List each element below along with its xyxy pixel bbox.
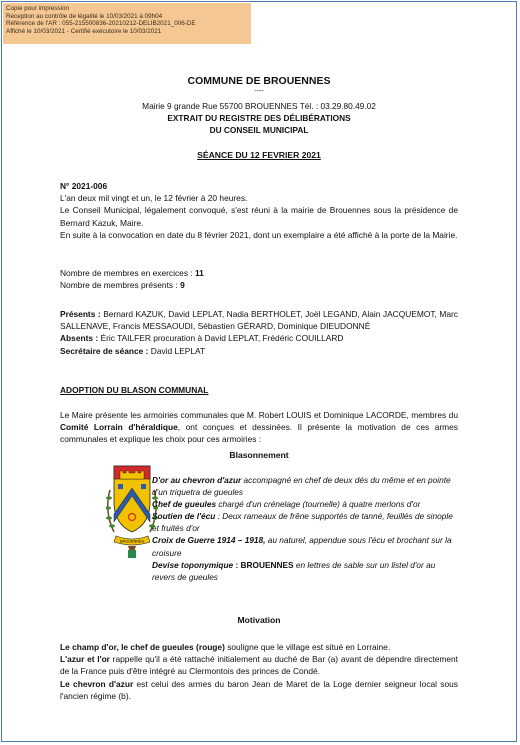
motivation-term: Le champ d'or, le chef de gueules (rouge) xyxy=(60,642,225,652)
blason-line xyxy=(152,534,458,558)
section-paragraph xyxy=(60,409,458,446)
coat-of-arms-image xyxy=(106,462,158,562)
motivation-title: Motivation xyxy=(237,615,281,625)
membres-exercice-value: 11 xyxy=(194,268,204,278)
absents-label: Absents : xyxy=(60,333,99,344)
blason-term: D'or au chevron d'azur xyxy=(152,475,242,485)
membres-presents xyxy=(60,279,458,291)
motivation-term: Le chevron d'azur xyxy=(60,678,134,689)
stamp-line: Affiché le 10/03/2021 - Certifié exécutoire le 10/03/2021 xyxy=(6,27,162,35)
section-title: ADOPTION DU BLASON COMMUNAL xyxy=(60,385,209,395)
stamp-line: Réception au contrôle de légalité le 10/03/2021 à 09h04 xyxy=(6,12,163,20)
motivation-line xyxy=(60,653,458,677)
extrait-title-line2: DU CONSEIL MUNICIPAL xyxy=(209,125,309,135)
blason-term: Soutien de l'écu xyxy=(152,511,216,522)
presents-text: Bernard KAZUK, David LEPLAT, Nadia BERTHOLET, Joël LEGAND, Alain JACQUEMOT, Marc SALLENAVE, Francis MESSAOUDI, Sébastien GÉRARD, Dominique DIEUDONNÉ xyxy=(60,309,458,332)
blason-term: Devise toponymique xyxy=(152,559,234,570)
membres-exercice-label: Nombre de membres en exercices : xyxy=(60,268,195,278)
blason-text: au naturel, appendue sous l'écu et brochant sur la croisure xyxy=(152,535,452,558)
commune-title: COMMUNE DE BROUENNES xyxy=(187,75,331,87)
motivation-text: souligne que le village est situé en Lorraine. xyxy=(224,642,391,652)
presents-line xyxy=(60,308,458,332)
motivation-line xyxy=(60,641,458,653)
section-text: , ont conçues et dessinées. Il présente la motivation de ces armes communales et explique les choix pour ces armoiries : xyxy=(60,422,458,445)
title-separator: ---- xyxy=(254,88,264,95)
legality-stamp xyxy=(3,3,251,44)
blason-term: Croix de Guerre 1914 – 1918, xyxy=(152,535,266,546)
absents-text: Éric TAILFER procuration à David LEPLAT, Frédéric COUILLARD xyxy=(98,333,344,344)
blason-text: chargé d'un crénelage (tournelle) à quatre merlons d'or xyxy=(216,499,421,510)
secretaire-line xyxy=(60,345,458,357)
blason-line xyxy=(152,498,458,510)
blason-text: accompagné en chef de deux dés du même et en pointe d'un triquetra de gueules xyxy=(152,475,451,498)
blason-motto: : BROUENNES xyxy=(233,559,294,570)
absents-line xyxy=(60,332,458,344)
membres-presents-value: 9 xyxy=(180,280,185,291)
membres-block xyxy=(60,267,458,291)
secretaire-label: Secrétaire de séance : xyxy=(60,345,149,356)
motivation-term: L'azur et l'or xyxy=(60,654,110,665)
blason-text: en lettres de sable sur un listel d'or au revers de gueules xyxy=(152,559,436,582)
motivation-text: est celui des armes du baron Jean de Maret de la Loge dernier seigneur local sous l'ancien régime (b). xyxy=(60,678,458,701)
stamp-line: Référence de l'AR : 055-215500836-20210212-DELIB2021_006-DE xyxy=(6,20,196,28)
membres-presents-label: Nombre de membres présents : xyxy=(60,280,181,291)
intro-block xyxy=(60,180,458,241)
deliberation-number: N° 2021-006 xyxy=(60,181,108,191)
blason-line xyxy=(152,474,458,498)
comite-name: Comité Lorrain d'héraldique xyxy=(60,422,178,433)
intro-line: L'an deux mil vingt et un, le 12 février à 20 heures. xyxy=(60,193,248,204)
membres-exercice xyxy=(60,267,458,279)
secretaire-text: David LEPLAT xyxy=(148,345,206,356)
extrait-title-line1: EXTRAIT DU REGISTRE DES DÉLIBÉRATIONS xyxy=(167,113,351,123)
blasonnement-text xyxy=(152,474,458,583)
motivation-block xyxy=(60,641,458,702)
intro-line: En suite à la convocation en date du 8 février 2021, dont un exemplaire a été affiché à la porte de la Mairie. xyxy=(60,229,458,240)
blason-term: Chef de gueules xyxy=(152,499,217,510)
mairie-address: Mairie 9 grande Rue 55700 BROUENNES Tél. : 03.29.80.49.02 xyxy=(142,101,376,111)
motivation-line xyxy=(60,678,458,702)
presents-label: Présents : xyxy=(60,309,101,319)
blasonnement-title: Blasonnement xyxy=(229,450,289,460)
blason-line xyxy=(152,559,458,583)
blason-line xyxy=(152,510,458,534)
attendance-block xyxy=(60,308,458,357)
stamp-line: Copie pour impression xyxy=(6,5,69,12)
section-text: Le Maire présente les armoiries communales que M. Robert LOUIS et Dominique LACORDE, membres du xyxy=(60,410,458,420)
motto-ribbon-text: BROUENNES xyxy=(119,539,145,544)
intro-line: Le Conseil Municipal, légalement convoqué, s'est réuni à la mairie de Brouennes sous la présidence de Bernard Kazuk, Maire. xyxy=(60,205,458,228)
motivation-text: rappelle qu'il a été rattaché initialement au duché de Bar (a) avant de dépendre directement de la France puis d'être intégré au Clermontois des princes de Condé. xyxy=(60,654,458,677)
seance-date: SÉANCE DU 12 FEVRIER 2021 xyxy=(197,150,321,160)
blason-text: : Deux rameaux de frêne supportés de tanné, feuillés de sinople et fruités d'or xyxy=(152,511,453,534)
